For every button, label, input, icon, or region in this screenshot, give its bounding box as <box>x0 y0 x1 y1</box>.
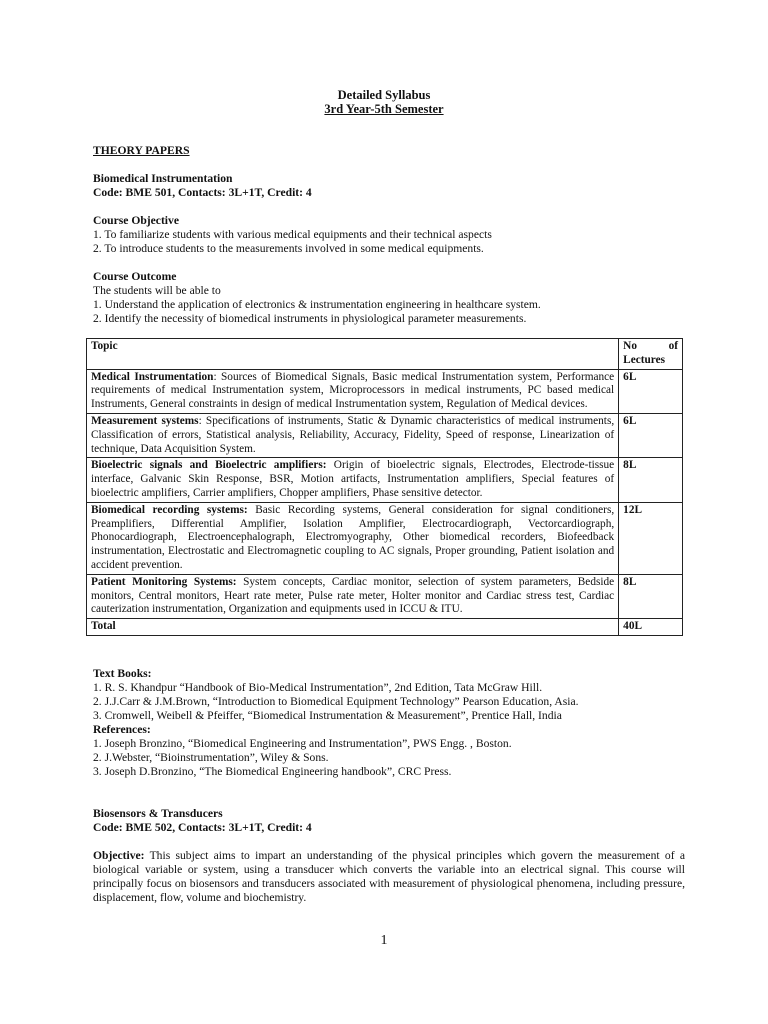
table-cell-topic <box>87 574 619 618</box>
table-cell-lectures: 12L <box>619 502 683 574</box>
course2-objective <box>93 849 685 905</box>
course1-outcome-heading: Course Outcome <box>93 270 177 283</box>
table-cell-lectures: 6L <box>619 413 683 457</box>
table-header-topic: Topic <box>87 339 619 370</box>
table-total-row <box>87 619 683 636</box>
table-row <box>87 502 683 574</box>
textbook-item: 3. Cromwell, Weibell & Pfeiffer, “Biomedical Instrumentation & Measurement”, Prentice Hall, India <box>93 709 562 722</box>
topic-title: Medical Instrumentation <box>91 370 214 383</box>
table-cell-topic <box>87 502 619 574</box>
table-cell-topic <box>87 458 619 502</box>
textbooks-heading: Text Books: <box>93 667 152 680</box>
syllabus-table <box>86 338 683 636</box>
table-row <box>87 458 683 502</box>
table-row <box>87 574 683 618</box>
table-header-lectures-of: of <box>668 340 678 352</box>
page-number: 1 <box>380 933 388 948</box>
course1-objective-1: 1. To familiarize students with various medical equipments and their technical aspects <box>93 228 492 241</box>
topic-text: : Sources of Biomedical Signals, Basic medical Instrumentation system, Performance requirements of medical Instrumentation system, Microprocessors in medical instruments, PC based medical Instruments, General constraints in design of medical Instrumentation system, Regulation of Medical devices. <box>91 370 615 411</box>
topic-text: Origin of bioelectric signals, Electrodes, Electrode-tissue interface, Galvanic Skin Response, BSR, Motion artifacts, Instrumentation amplifiers, Special features of bioelectric amplifiers, Carrier amplifiers, Chopper amplifiers, Phase sensitive detector. <box>91 459 615 499</box>
topic-title: Bioelectric signals and Bioelectric amplifiers: <box>91 459 327 472</box>
table-row <box>87 413 683 457</box>
reference-item: 1. Joseph Bronzino, “Biomedical Engineering and Instrumentation”, PWS Engg. , Boston. <box>93 737 512 750</box>
section-title: THEORY PAPERS <box>93 144 190 157</box>
references-heading: References: <box>93 723 151 736</box>
course2-objective-label: Objective: <box>93 849 145 862</box>
course1-objective-2: 2. To introduce students to the measurements involved in some medical equipments. <box>93 242 484 255</box>
table-row <box>87 369 683 413</box>
topic-title: Patient Monitoring Systems: <box>91 575 237 588</box>
table-cell-lectures: 8L <box>619 458 683 502</box>
reference-item: 3. Joseph D.Bronzino, “The Biomedical Engineering handbook”, CRC Press. <box>93 765 452 778</box>
course1-name: Biomedical Instrumentation <box>93 172 233 185</box>
course2-objective-text: This subject aims to impart an understanding of the physical principles which govern the measurement of a biological variable or system, using a transducer which converts the variable into an electrical signal. This course will principally focus on biosensors and transducers associated with measurement of physiological phenomena, including pressure, displacement, flow, volume and biochemistry. <box>93 849 685 904</box>
table-header-lectures <box>619 339 683 370</box>
topic-title: Biomedical recording systems: <box>91 503 248 516</box>
table-header-row <box>87 339 683 370</box>
table-total-value: 40L <box>619 619 683 636</box>
reference-item: 2. J.Webster, “Bioinstrumentation”, Wiley & Sons. <box>93 751 329 764</box>
course1-outcome-1: 1. Understand the application of electronics & instrumentation engineering in healthcare system. <box>93 298 541 311</box>
course2-code: Code: BME 502, Contacts: 3L+1T, Credit: 4 <box>93 821 312 834</box>
table-cell-lectures: 8L <box>619 574 683 618</box>
page-title: Detailed Syllabus <box>337 88 431 102</box>
textbook-item: 1. R. S. Khandpur “Handbook of Bio-Medical Instrumentation”, 2nd Edition, Tata McGraw Hill. <box>93 681 543 694</box>
table-cell-topic <box>87 369 619 413</box>
table-header-lectures-no: No <box>623 340 637 352</box>
course1-code: Code: BME 501, Contacts: 3L+1T, Credit: 4 <box>93 186 312 199</box>
topic-text: : Specifications of instruments, Static & Dynamic characteristics of medical instruments, Classification of errors, Statistical analysis, Reliability, Accuracy, Fidelity, Speed of response, Linearization of technique, Data Acquisition System. <box>91 414 615 455</box>
topic-text: System concepts, Cardiac monitor, selection of system parameters, Bedside monitors, Central monitors, Heart rate meter, Pulse rate meter, Holter monitor and Cardiac stress test, Cardiac cauterization instrumentation, Organization and equipments used in ICCU & ITU. <box>91 575 615 616</box>
topic-text: Basic Recording systems, General consideration for signal conditioners, Preamplifiers, Differential Amplifier, Isolation Amplifier, Electrocardiograph, Vectorcardiograph, Phonocardiograph, Electroencephalograph, Electromyography, Other biomedical recorders, Biofeedback instrumentation, Electrostatic and Electromagnetic coupling to AC signals, Proper grounding, Patient isolation and accident prevention. <box>91 503 615 571</box>
table-cell-topic <box>87 413 619 457</box>
topic-title: Measurement systems <box>91 414 199 427</box>
course2-name: Biosensors & Transducers <box>93 807 223 820</box>
course1-outcome-intro: The students will be able to <box>93 284 221 297</box>
table-header-lectures-word: Lectures <box>623 353 666 366</box>
course1-outcome-2: 2. Identify the necessity of biomedical instruments in physiological parameter measurements. <box>93 312 527 325</box>
page-subtitle: 3rd Year-5th Semester <box>324 102 444 116</box>
table-total-label: Total <box>87 619 619 636</box>
course1-objective-heading: Course Objective <box>93 214 179 227</box>
table-cell-lectures: 6L <box>619 369 683 413</box>
textbook-item: 2. J.J.Carr & J.M.Brown, “Introduction to Biomedical Equipment Technology” Pearson Education, Asia. <box>93 695 579 708</box>
